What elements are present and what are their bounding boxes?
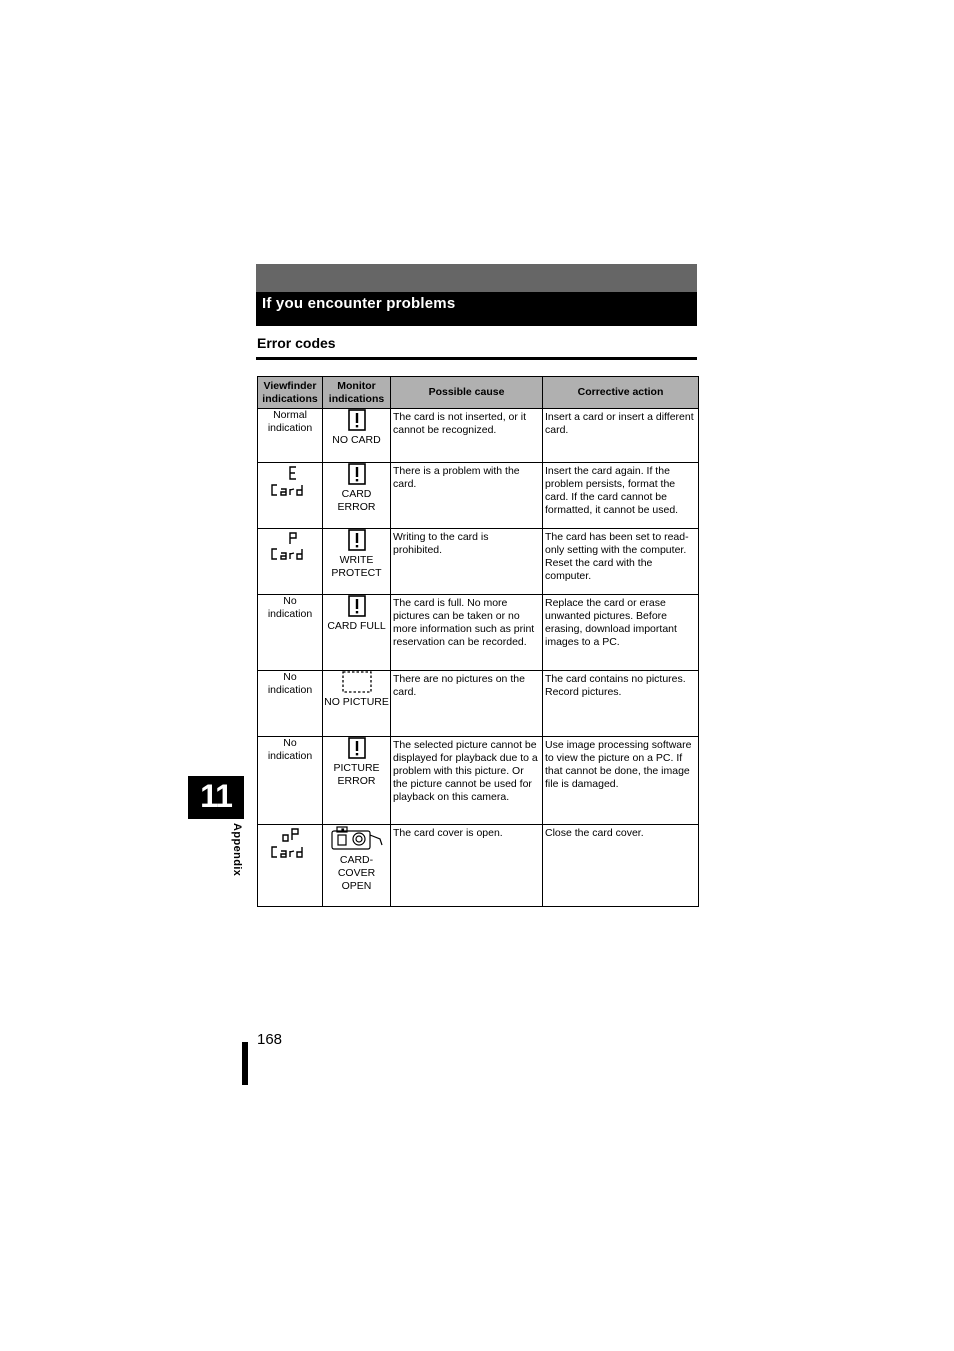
viewfinder-op-card-icon bbox=[268, 825, 312, 861]
monitor-cell bbox=[323, 463, 391, 529]
warning-card-icon bbox=[348, 463, 366, 485]
viewfinder-cell bbox=[258, 409, 323, 463]
chapter-tab bbox=[188, 776, 244, 819]
chapter-number: 11 bbox=[200, 778, 232, 814]
header-gray-band bbox=[256, 264, 697, 292]
header-action: Corrective action bbox=[543, 377, 699, 409]
monitor-cell bbox=[323, 737, 391, 825]
warning-card-icon bbox=[348, 529, 366, 551]
table-row bbox=[258, 825, 699, 907]
monitor-cell bbox=[323, 595, 391, 671]
monitor-label: PICTURE ERROR bbox=[333, 762, 380, 787]
empty-picture-icon bbox=[342, 671, 372, 693]
warning-card-icon bbox=[348, 737, 366, 759]
viewfinder-cell bbox=[258, 671, 323, 737]
monitor-label: CARD ERROR bbox=[337, 488, 376, 513]
table-row bbox=[258, 671, 699, 737]
viewfinder-text: Normal indication bbox=[267, 409, 313, 434]
action-cell: The card contains no pictures. Record pictures. bbox=[543, 671, 699, 737]
page-number: 168 bbox=[257, 1031, 283, 1048]
header-viewfinder: Viewfinder indications bbox=[258, 377, 323, 409]
action-cell: The card has been set to read-only setting with the computer. Reset the card with the computer. bbox=[543, 529, 699, 595]
monitor-label: NO PICTURE bbox=[324, 696, 389, 708]
warning-card-icon bbox=[348, 409, 366, 431]
error-codes-table bbox=[257, 376, 699, 907]
cause-cell: The card cover is open. bbox=[391, 825, 543, 907]
monitor-label: NO CARD bbox=[332, 434, 381, 446]
monitor-label: WRITE PROTECT bbox=[331, 554, 382, 579]
action-cell: Close the card cover. bbox=[543, 825, 699, 907]
action-cell: Replace the card or erase unwanted pictures. Before erasing, download important images to a PC. bbox=[543, 595, 699, 671]
header-monitor: Monitor indications bbox=[323, 377, 391, 409]
viewfinder-cell bbox=[258, 737, 323, 825]
action-cell: Insert the card again. If the problem persists, format the card. If the card cannot be formatted, it cannot be used. bbox=[543, 463, 699, 529]
table-row bbox=[258, 409, 699, 463]
viewfinder-text: No indication bbox=[267, 595, 313, 620]
table-header-row bbox=[258, 377, 699, 409]
action-cell: Insert a card or insert a different card. bbox=[543, 409, 699, 463]
header-cause: Possible cause bbox=[391, 377, 543, 409]
section-title-band bbox=[256, 292, 697, 326]
cause-cell: There are no pictures on the card. bbox=[391, 671, 543, 737]
action-cell: Use image processing software to view the picture on a PC. If that cannot be done, the image file is damaged. bbox=[543, 737, 699, 825]
monitor-cell bbox=[323, 825, 391, 907]
section-title: If you encounter problems bbox=[262, 295, 456, 312]
viewfinder-text: No indication bbox=[267, 737, 313, 762]
subsection-title: Error codes bbox=[257, 335, 336, 351]
table-row bbox=[258, 529, 699, 595]
monitor-cell bbox=[323, 529, 391, 595]
cause-cell: The selected picture cannot be displayed for playback due to a problem with this picture. Or the picture cannot be used for playback on this camera. bbox=[391, 737, 543, 825]
table-row bbox=[258, 595, 699, 671]
chapter-label: Appendix bbox=[231, 823, 243, 877]
viewfinder-e-card-icon bbox=[268, 463, 312, 499]
cause-cell: The card is not inserted, or it cannot be recognized. bbox=[391, 409, 543, 463]
warning-card-icon bbox=[348, 595, 366, 617]
page-bar bbox=[242, 1042, 248, 1085]
monitor-cell bbox=[323, 409, 391, 463]
monitor-label: CARD-COVER OPEN bbox=[337, 854, 376, 892]
camera-cover-open-icon bbox=[330, 825, 384, 851]
cause-cell: There is a problem with the card. bbox=[391, 463, 543, 529]
viewfinder-p-card-icon bbox=[268, 529, 312, 563]
viewfinder-text: No indication bbox=[267, 671, 313, 696]
viewfinder-cell bbox=[258, 529, 323, 595]
monitor-cell bbox=[323, 671, 391, 737]
monitor-label: CARD FULL bbox=[327, 620, 386, 632]
viewfinder-cell bbox=[258, 595, 323, 671]
viewfinder-cell bbox=[258, 825, 323, 907]
cause-cell: Writing to the card is prohibited. bbox=[391, 529, 543, 595]
viewfinder-cell bbox=[258, 463, 323, 529]
subtitle-rule bbox=[256, 357, 697, 360]
cause-cell: The card is full. No more pictures can be taken or no more information such as print reservation can be recorded. bbox=[391, 595, 543, 671]
table-row bbox=[258, 463, 699, 529]
table-row bbox=[258, 737, 699, 825]
